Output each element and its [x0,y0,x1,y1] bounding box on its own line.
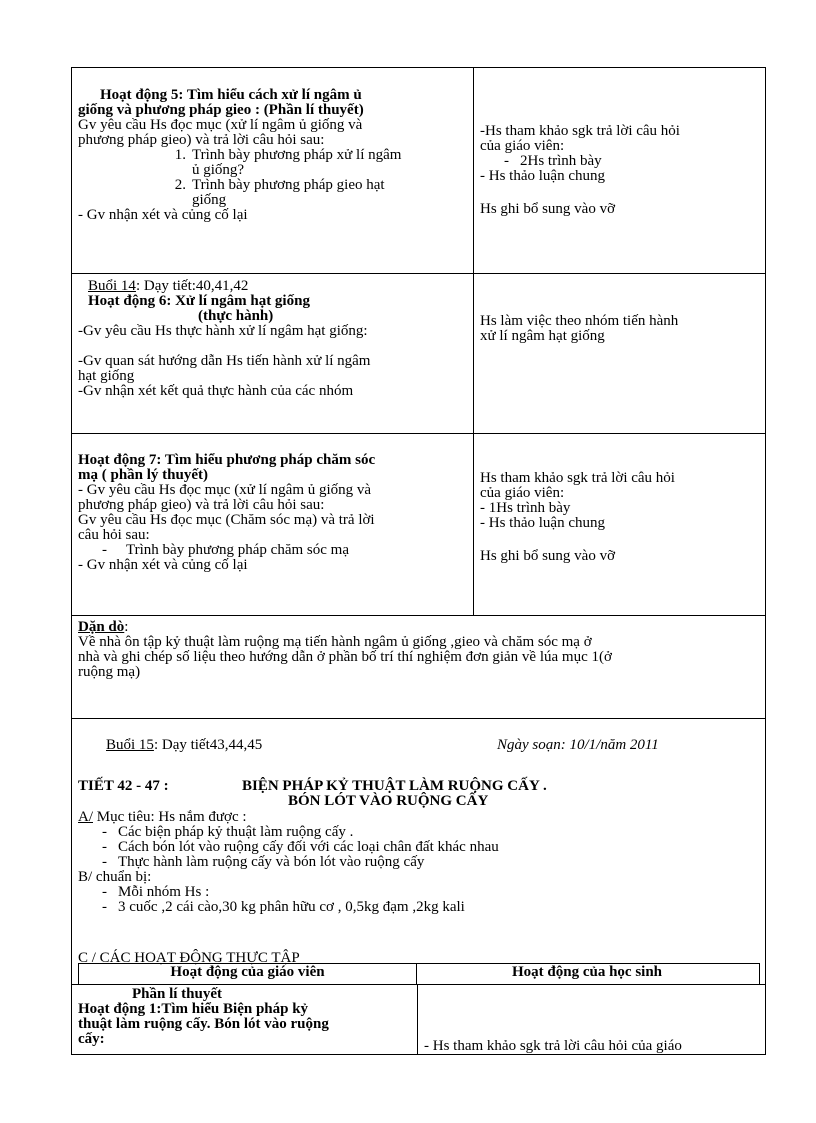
session-14-label: Buổi 14 [88,278,136,294]
activity-7-student-line5: Hs ghi bổ sung vào vỡ [480,548,616,564]
activity-7-student-line4: - Hs thảo luận chung [480,515,605,531]
question-1-number: 1. [174,147,186,163]
activity-5-teacher [78,88,468,223]
activity-6-title-line2: (thực hành) [198,308,274,324]
homework-heading [78,620,764,635]
objectives-text: Mục tiêu: Hs nắm được : [93,809,247,825]
activity-7-student-line3: - 1Hs trình bày [480,500,571,516]
activities-heading: C / CÁC HOẠT ĐỘNG THỰC TẬP [78,950,300,966]
dash-marker: - [102,884,107,900]
activity-6-student [480,314,760,344]
row-divider [72,718,765,719]
question-2 [78,178,468,193]
question-1-cont: ủ giống? [192,162,245,178]
activity-5-student-line4: - Hs thảo luận chung [480,168,605,184]
activity-5-closing: - Gv nhận xét và củng cố lại [78,207,248,223]
objective-1-text: Các biện pháp kỷ thuật làm ruộng cấy . [118,824,354,840]
activity-6-line1: -Gv yêu cầu Hs thực hành xử lí ngâm hạt giống: [78,323,368,339]
activity-5-student-line2: của giáo viên: [480,138,565,154]
homework-line3: ruộng mạ) [78,664,141,680]
activity-7-teacher [78,453,468,573]
preparation-2-text: 3 cuốc ,2 cái cào,30 kg phân hữu cơ , 0,5kg đạm ,2kg kali [118,899,465,915]
objectives-section [78,810,758,915]
activity-7-line5-text: Trình bày phương pháp chăm sóc mạ [126,542,349,558]
dash-marker: - [102,899,107,915]
activity-7-line3: Gv yêu cầu Hs đọc mục (Chăm sóc mạ) và trả lời [78,512,375,528]
theory-part [78,987,414,1047]
activity-1-title-line3: cấy: [78,1031,105,1047]
activity-1-title-line1: Hoạt động 1:Tìm hiểu Biện pháp kỷ [78,1001,309,1017]
lesson-title-line1: BIỆN PHÁP KỶ THUẬT LÀM RUỘNG CẤY . [242,778,547,794]
preparation-1 [78,885,758,900]
activity-6-line3: hạt giống [78,368,135,384]
activity-6-line2: -Gv quan sát hướng dẫn Hs tiến hành xử lí ngâm [78,353,371,369]
session-15-text: : Dạy tiết43,44,45 [153,737,263,753]
question-2-cont: giống [192,192,227,208]
dash-marker: - [102,839,107,855]
activity-7-line5 [78,543,468,558]
homework-line1: Về nhà ôn tập kỷ thuật làm ruộng mạ tiến hành ngâm ủ giống ,gieo và chăm sóc mạ ở [78,634,592,650]
activity-5-student-line3 [480,154,760,169]
theory-part-label: Phần lí thuyết [132,986,223,1002]
homework-line2: nhà và ghi chép số liệu theo hướng dẫn ở phần bố trí thí nghiệm đơn giản về lúa mục 1(ở [78,649,612,665]
activity-7-student [480,471,760,564]
dash-marker: - [102,854,107,870]
activity-5-intro-line1: Gv yêu cầu Hs đọc mục (xử lí ngâm ủ giống và [78,117,363,133]
homework-label: Dặn dò [78,619,125,635]
question-2-text: Trình bày phương pháp gieo hạt [192,177,385,193]
activity-7-line6: - Gv nhận xét và củng cố lại [78,557,248,573]
homework-colon: : [124,619,129,635]
homework-section [78,620,764,680]
objectives-label: A/ [78,809,93,825]
activity-5-student-line3-text: 2Hs trình bày [520,153,602,169]
dash-marker: - [504,153,509,169]
activity-5-intro-line2: phương pháp gieo) và trả lời câu hỏi sau: [78,132,325,148]
question-1 [78,148,468,163]
column-divider [473,68,474,615]
question-1-text: Trình bày phương pháp xử lí ngâm [192,147,402,163]
column-divider [417,984,418,1055]
objective-2 [78,840,758,855]
activity-7-student-line1: Hs tham khảo sgk trả lời câu hỏi [480,470,675,486]
activity-7-title-line2: mạ ( phần lý thuyết) [78,467,209,483]
activity-5-student [480,124,760,217]
objective-3-text: Thực hành làm ruộng cấy và bón lót vào ruộng cấy [118,854,425,870]
row-divider [72,615,765,616]
session-14-text: : Dạy tiết:40,41,42 [135,278,249,294]
lesson-period-label: TIẾT 42 - 47 : [78,778,169,794]
lesson-title-line2: BÓN LÓT VÀO RUỘNG CẤY [288,793,489,809]
question-2-number: 2. [174,177,186,193]
activity-5-title-line1: Hoạt động 5: Tìm hiểu cách xử lí ngâm ủ [100,87,362,103]
dash-marker: - [102,824,107,840]
row-divider [72,433,765,434]
date-prepared: Ngày soạn: 10/1/năm 2011 [497,737,659,753]
preparation-heading: B/ chuẩn bị: [78,869,152,885]
activity-5-student-line5: Hs ghi bổ sung vào vỡ [480,201,616,217]
document-page [71,67,766,1055]
objective-3 [78,855,758,870]
activity-7-title-line1: Hoạt động 7: Tìm hiểu phương pháp chăm sóc [78,452,376,468]
activity-6-title-line1: Hoạt động 6: Xử lí ngâm hạt giống [88,293,310,309]
row-divider [72,984,765,985]
activity-7-student-line2: của giáo viên: [480,485,565,501]
activity-5-student-line1: -Hs tham khảo sgk trả lời câu hỏi [480,123,680,139]
session-15-label: Buổi 15 [106,737,154,753]
dash-marker: - [102,542,107,558]
activities-table-header [78,963,760,984]
objective-2-text: Cách bón lót vào ruộng cấy đối với các loại chân đất khác nhau [118,839,499,855]
activity-6-student-line1: Hs làm việc theo nhóm tiến hành [480,313,679,329]
preparation-2 [78,900,758,915]
student-column-header: Hoạt động của học sinh [511,964,663,980]
activity-5-title-line2: giống và phương pháp gieo : (Phần lí thuyết) [78,102,364,118]
activity-7-line2: phương pháp gieo) và trả lời câu hỏi sau: [78,497,325,513]
row-divider [72,273,765,274]
activity-6-teacher [78,279,468,399]
objective-1 [78,825,758,840]
preparation-1-text: Mỗi nhóm Hs : [118,884,210,900]
activity-6-student-line2: xử lí ngâm hạt giống [480,328,605,344]
activity-1-title-line2: thuật làm ruộng cấy. Bón lót vào ruộng [78,1016,329,1032]
activity-6-line4: -Gv nhận xét kết quả thực hành của các nhóm [78,383,354,399]
activity-7-line1: - Gv yêu cầu Hs đọc mục (xử lí ngâm ủ giống và [78,482,372,498]
session-14 [78,279,468,294]
activity-1-student-line1: - Hs tham khảo sgk trả lời câu hỏi của giáo [424,1038,682,1054]
activity-7-line4: câu hỏi sau: [78,527,150,543]
teacher-column-header: Hoạt động của giáo viên [170,964,325,980]
session-15 [106,738,426,753]
objectives-heading [78,810,758,825]
